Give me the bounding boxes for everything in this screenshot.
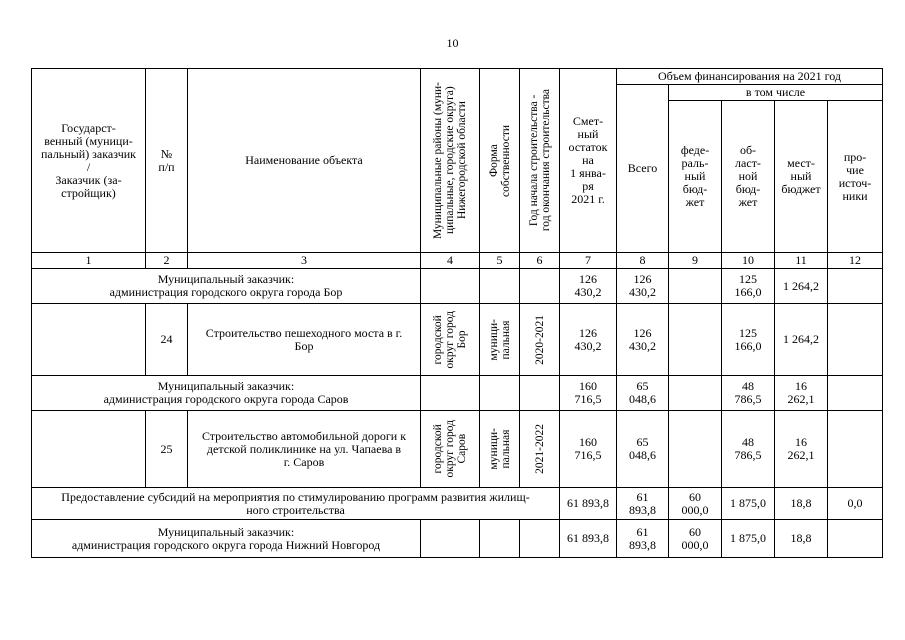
header-local: мест- ный бюджет: [775, 101, 828, 253]
header-remainder: Смет- ный остаток на 1 янва- ря 2021 г.: [560, 69, 617, 253]
header-regional: об- ласт- ной бюд- жет: [722, 101, 775, 253]
col-number: 5: [480, 253, 520, 269]
col-number: 2: [146, 253, 188, 269]
remainder-cell: 61 893,8: [560, 488, 617, 520]
total-cell: 65 048,6: [617, 376, 669, 411]
table-row-sarov-object: [32, 411, 883, 488]
col-number: 6: [520, 253, 560, 269]
total-cell: 126 430,2: [617, 269, 669, 304]
col-number: 10: [722, 253, 775, 269]
remainder-cell: 61 893,8: [560, 520, 617, 558]
header-number: № п/п: [146, 69, 188, 253]
col-number: 4: [421, 253, 480, 269]
page-number: 10: [446, 36, 459, 50]
remainder-cell: 126 430,2: [560, 269, 617, 304]
header-financing: Объем финансирования на 2021 год: [617, 69, 883, 85]
local-cell: 18,8: [775, 488, 828, 520]
regional-cell: 125 166,0: [722, 304, 775, 376]
remainder-cell: 160 716,5: [560, 376, 617, 411]
financing-table: [31, 68, 883, 558]
customer-title: Муниципальный заказчик: администрация городского округа города Бор: [32, 269, 421, 304]
header-object-name: Наименование объекта: [188, 69, 421, 253]
table-row-bor-object: [32, 304, 883, 376]
federal-cell: 60 000,0: [669, 488, 722, 520]
column-numbers-row: [32, 253, 883, 269]
remainder-cell: 160 716,5: [560, 411, 617, 488]
local-cell: 18,8: [775, 520, 828, 558]
local-cell: 1 264,2: [775, 269, 828, 304]
object-name: Строительство автомобильной дороги к детской поликлинике на ул. Чапаева в г. Саров: [188, 411, 421, 488]
col-number: 7: [560, 253, 617, 269]
col-number: 8: [617, 253, 669, 269]
years-cell: 2020-2021: [520, 304, 560, 376]
local-cell: 1 264,2: [775, 304, 828, 376]
header-including: в том числе: [669, 85, 883, 101]
regional-cell: 48 786,5: [722, 376, 775, 411]
total-cell: 126 430,2: [617, 304, 669, 376]
regional-cell: 1 875,0: [722, 520, 775, 558]
total-cell: 61 893,8: [617, 488, 669, 520]
col-number: 12: [828, 253, 883, 269]
table-row-nn-customer: [32, 520, 883, 558]
table-row-sarov-customer: [32, 376, 883, 411]
customer-title: Муниципальный заказчик: администрация городского округа города Нижний Новгород: [32, 520, 421, 558]
regional-cell: 48 786,5: [722, 411, 775, 488]
total-cell: 65 048,6: [617, 411, 669, 488]
object-name: Строительство пешеходного моста в г. Бор: [188, 304, 421, 376]
district-cell: городской округ город Бор: [421, 304, 480, 376]
customer-title: Муниципальный заказчик: администрация городского округа города Саров: [32, 376, 421, 411]
header-federal: феде- раль- ный бюд- жет: [669, 101, 722, 253]
header-total: Всего: [617, 85, 669, 253]
header-other: про- чие источ- ники: [828, 101, 883, 253]
federal-cell: 60 000,0: [669, 520, 722, 558]
table-row-bor-customer: [32, 269, 883, 304]
local-cell: 16 262,1: [775, 411, 828, 488]
header-customer: Государст- венный (муници- пальный) заказчик / Заказчик (за- стройщик): [32, 69, 146, 253]
local-cell: 16 262,1: [775, 376, 828, 411]
header-ownership: Форма собственности: [480, 69, 520, 253]
col-number: 3: [188, 253, 421, 269]
col-number: 11: [775, 253, 828, 269]
district-cell: городской округ город Саров: [421, 411, 480, 488]
years-cell: 2021-2022: [520, 411, 560, 488]
row-number: 25: [146, 411, 188, 488]
ownership-cell: муници- пальная: [480, 304, 520, 376]
table-row-subsidies: [32, 488, 883, 520]
ownership-cell: муници- пальная: [480, 411, 520, 488]
col-number: 9: [669, 253, 722, 269]
other-cell: 0,0: [828, 488, 883, 520]
regional-cell: 1 875,0: [722, 488, 775, 520]
total-cell: 61 893,8: [617, 520, 669, 558]
col-number: 1: [32, 253, 146, 269]
regional-cell: 125 166,0: [722, 269, 775, 304]
subsidies-title: Предоставление субсидий на мероприятия по стимулированию программ развития жилищ- ного строительства: [32, 488, 560, 520]
row-number: 24: [146, 304, 188, 376]
header-districts: Муниципальные районы (муни- ципальные, городские округа) Нижегородской области: [421, 69, 480, 253]
remainder-cell: 126 430,2: [560, 304, 617, 376]
header-years: Год начала строительства - год окончания строительства: [520, 69, 560, 253]
